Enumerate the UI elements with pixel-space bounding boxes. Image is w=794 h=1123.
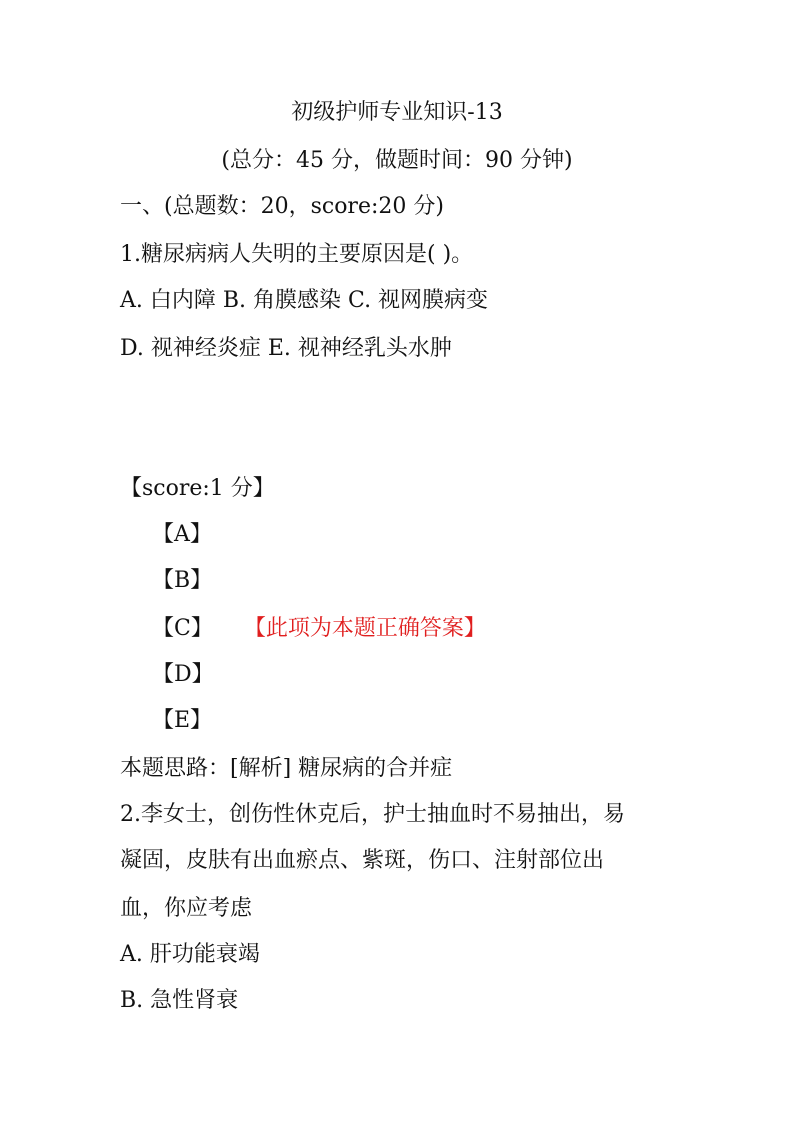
- question-2-stem-line-1: 2.李女士，创伤性休克后，护士抽血时不易抽出，易: [120, 802, 625, 827]
- question-2-option-a: A. 肝功能衰竭: [120, 942, 260, 967]
- question-1-stem: 1.糖尿病病人失明的主要原因是( )。: [120, 242, 474, 267]
- answer-option-d: 【D】: [152, 662, 214, 687]
- answer-option-b: 【B】: [152, 568, 213, 593]
- question-1-score: 【score:1 分】: [120, 476, 275, 501]
- answer-option-c-row: [152, 614, 486, 644]
- question-2-stem-line-3: 血，你应考虑: [120, 896, 253, 921]
- question-1-explanation: 本题思路：[解析] 糖尿病的合并症: [120, 756, 453, 781]
- exam-info: (总分：45 分，做题时间：90 分钟): [221, 148, 573, 173]
- answer-option-a: 【A】: [152, 522, 212, 547]
- question-1-options-line-1: A. 白内障 B. 角膜感染 C. 视网膜病变: [120, 288, 489, 313]
- page-title: 初级护师专业知识-13: [291, 100, 503, 125]
- question-2-option-b: B. 急性肾衰: [120, 988, 239, 1013]
- question-2-stem-line-2: 凝固，皮肤有出血瘀点、紫斑，伤口、注射部位出: [120, 848, 605, 873]
- section-heading: 一、(总题数：20，score:20 分): [120, 194, 444, 219]
- answer-option-c: 【C】: [152, 616, 213, 641]
- answer-option-e: 【E】: [152, 708, 213, 733]
- correct-answer-marker: 【此项为本题正确答案】: [254, 616, 486, 641]
- question-1-options-line-2: D. 视神经炎症 E. 视神经乳头水肿: [120, 336, 452, 361]
